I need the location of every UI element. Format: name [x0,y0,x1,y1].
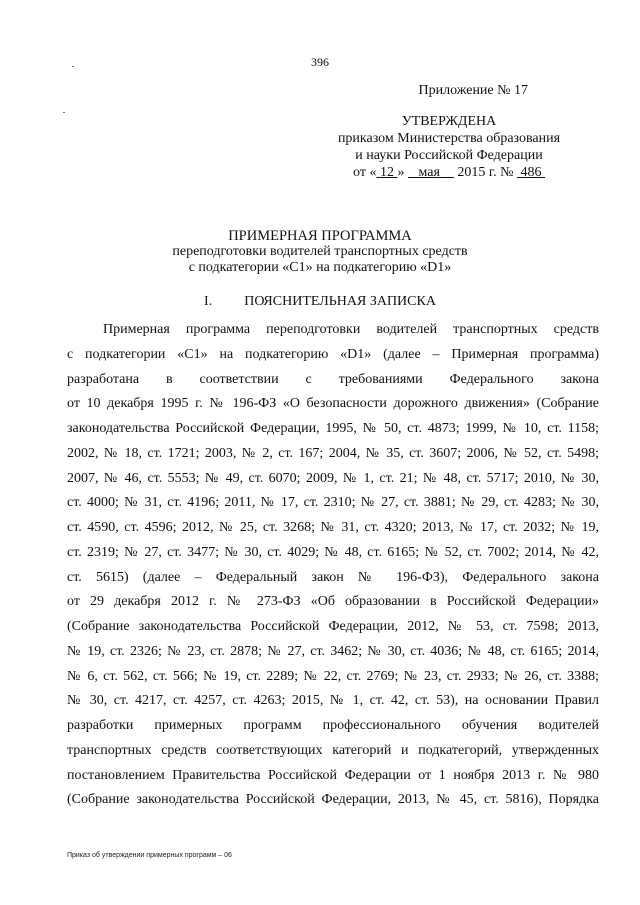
section-heading [0,294,640,310]
program-title [0,228,640,276]
order-year: 2015 г. № [457,165,514,180]
body-line: (Собрание законодательства Российской Федерации, 2012, № 53, ст. 7598; 2013, [67,619,599,634]
body-line: № 30, ст. 4217, ст. 4257, ст. 4263; 2015, № 1, ст. 42, ст. 53), на основании Правил [67,693,599,709]
body-line: 2007, № 46, ст. 5553; № 49, ст. 6070; 2009, № 1, ст. 21; № 48, ст. 5717; 2010, № 30, [67,470,599,486]
footer-note: Приказ об утверждении примерных программ – 06 [67,852,232,859]
explanatory-note-text [67,318,599,813]
body-line: ст. 4590, ст. 4596; 2012, № 25, ст. 3268; № 31, ст. 4320; 2013, № 17, ст. 2032; № 19, [67,520,599,535]
section-title: ПОЯСНИТЕЛЬНАЯ ЗАПИСКА [244,294,436,309]
body-line: 2002, № 18, ст. 1721; 2003, № 2, ст. 167; 2004, № 35, ст. 3607; 2006, № 52, ст. 5498; [67,445,599,461]
page-number: 396 [311,55,329,69]
approval-stamp [314,113,584,181]
body-line: ст. 4000; № 31, ст. 4196; 2011, № 17, ст. 2310; № 27, ст. 3881; № 29, ст. 4283; № 30, [67,495,599,511]
order-line-1: приказом Министерства образования [337,131,561,146]
body-line: разработки примерных программ профессионального обучения водителей [67,718,599,733]
order-day: 12 [379,165,394,180]
title-main: ПРИМЕРНАЯ ПРОГРАММА [228,228,412,244]
body-line: ст. 5615) (далее – Федеральный закон № 196-ФЗ), Федерального закона [67,569,599,585]
body-line: Примерная программа переподготовки водителей транспортных средств [103,322,599,337]
order-month: мая [418,165,440,180]
approved-label: УТВЕРЖДЕНА [401,114,497,129]
body-line: № 19, ст. 2326; № 23, ст. 2878; № 27, ст. 3462; № 30, ст. 4036; № 48, ст. 6165; 2014, [67,643,599,659]
body-line: от 10 декабря 1995 г. № 196-ФЗ «О безопасности дорожного движения» (Собрание [67,396,599,412]
annex-label: Приложение № 17 [418,83,528,98]
title-line-3: с подкатегории «С1» на подкатегорию «D1» [188,260,452,275]
date-mid: » [397,165,405,180]
body-line: от 29 декабря 2012 г. № 273-ФЗ «Об образовании в Российской Федерации» [67,594,599,610]
scan-speck [72,66,74,67]
date-prefix: от « [353,165,377,180]
scan-speck [63,112,65,113]
order-line-2: и науки Российской Федерации [355,148,543,163]
order-number: 486 [520,165,542,180]
body-line: (Собрание законодательства Российской Федерации, 2013, № 45, ст. 5816), Порядка [67,792,599,808]
body-line: № 6, ст. 562, ст. 566; № 19, ст. 2289; № 22, ст. 2769; № 23, ст. 2933; № 26, ст. 3388; [67,668,599,684]
order-date-line [314,164,584,181]
body-line: постановлением Правительства Российской Федерации от 1 ноября 2013 г. № 980 [67,767,599,783]
body-line: законодательства Российской Федерации, 1995, № 50, ст. 4873; 1999, № 10, ст. 1158; [67,421,599,436]
body-line: ст. 2319; № 27, ст. 3477; № 30, ст. 4029; № 48, ст. 6165; № 52, ст. 7002; 2014, № 42, [67,544,599,560]
body-line: разработана в соответствии с требованиями Федерального закона [67,371,599,387]
title-line-2: переподготовки водителей транспортных средств [172,244,468,259]
section-number: I. [204,294,213,309]
approval-block [284,82,584,181]
body-line: с подкатегории «С1» на подкатегорию «D1» (далее – Примерная программа) [67,346,599,362]
body-line: транспортных средств соответствующих категорий и подкатегорий, утвержденных [67,742,599,758]
